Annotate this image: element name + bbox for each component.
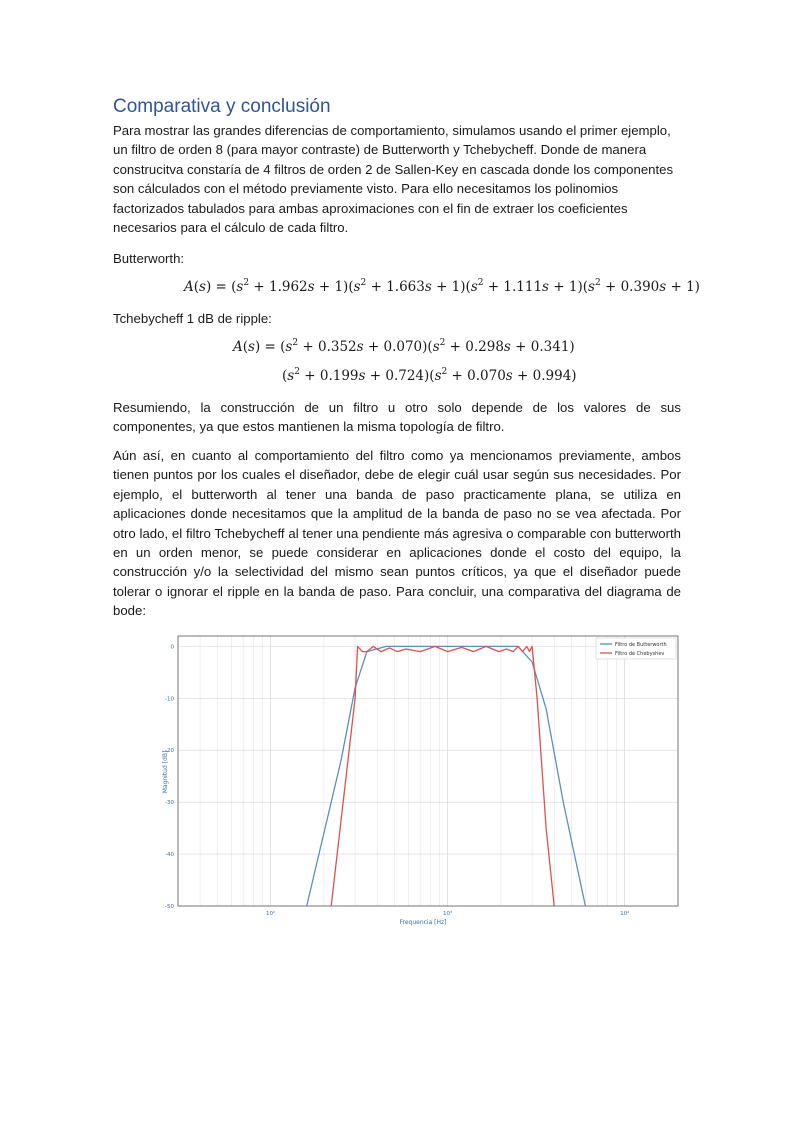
coef: 0.070 <box>467 368 506 384</box>
coef: 0.390 <box>620 279 660 295</box>
y-tick-label: -10 <box>165 696 174 703</box>
discussion-paragraph: Aún así, en cuanto al comportamiento del filtro como ya mencionamos previamente, ambos tienen puntos por los cuales el diseñador, debe de elegir cuál usar según sus necesidades. Por ejemplo, el butterworth al tener una banda de paso practicamente plana, se utiliza en aplicaciones donde necesitamos que la amplitud de la banda de paso no se vea afectada. Por otro lado, el filtro Tchebycheff al tener una pendiente más agresiva o comparable con butterworth en un orden menor, se puede considerar en aplicaciones donde el costo del equipo, la construcción y/o la selectividad del mismo sean puntos críticos, ya que el diseñador puede tolerar o ignorar el ripple en la banda de paso. Para concluir, una comparativa del diagrama de bode: <box>113 448 681 619</box>
axis-ticks <box>165 644 630 917</box>
coef: 1.962 <box>268 279 308 295</box>
chebyshev-equation-line1: $A(s) = (s^2 + 0.352s + 0.070)(s^2 + 0.298s + 0.341)$ <box>233 338 575 355</box>
legend-label-chebyshev: Filtro de Chebyshev <box>615 651 665 657</box>
chebyshev-label: Tchebycheff 1 dB de ripple: <box>113 311 272 326</box>
chebyshev-equation-line2: $(s^2 + 0.199s + 0.724)(s^2 + 0.070s + 0.994)$ <box>282 367 577 384</box>
coef: 1.111 <box>503 279 543 295</box>
section-heading: Comparativa y conclusión <box>113 96 331 117</box>
x-tick-label: 10² <box>265 911 276 917</box>
coef: 0.994 <box>532 368 572 384</box>
coef: 1.663 <box>386 279 425 295</box>
y-axis-label: Magnitud [dB] <box>162 750 169 794</box>
bode-plot <box>158 632 688 932</box>
series-lines <box>307 646 586 906</box>
butterworth-label: Butterworth: <box>113 251 185 266</box>
plot-frame <box>178 636 678 906</box>
coef: 0.070 <box>383 339 423 355</box>
legend <box>596 638 676 659</box>
coef: 0.199 <box>319 368 359 384</box>
series-line-chebyshev <box>331 646 554 906</box>
x-tick-label: 10³ <box>443 911 453 917</box>
y-tick-label: -50 <box>165 904 174 910</box>
series-line-butterworth <box>307 646 586 906</box>
y-tick-label: -30 <box>165 800 174 807</box>
coef: 0.341 <box>530 339 570 355</box>
butterworth-equation: $A(s) = (s^2 + 1.962s + 1)(s^2 + 1.663s + 1)(s^2 + 1.111s + 1)(s^2 + 0.390s + 1)$ <box>184 278 700 295</box>
plot-grid <box>178 636 678 906</box>
y-tick-label: 0 <box>170 644 174 651</box>
coef: 0.298 <box>465 339 504 355</box>
coef: 0.724 <box>385 368 425 384</box>
summary-paragraph: Resumiendo, la construcción de un filtro u otro solo depende de los valores de sus componentes, ya que estos mantienen la misma topología de filtro. <box>113 400 681 435</box>
x-tick-label: 10⁴ <box>620 911 630 917</box>
intro-paragraph: Para mostrar las grandes diferencias de comportamiento, simulamos usando el primer ejemplo, un filtro de orden 8 (para mayor contraste) de Butterworth y Tchebycheff. Donde de manera construcitva constaría de 4 filtros de orden 2 de Sallen-Key en cascada donde los componentes son cálculados con el método previamente visto. Para ello necesitamos los polinomios factorizados tabulados para ambas aproximaciones con el fin de extraer los coeficientes necesarios para el cálculo de cada filtro. <box>113 123 674 236</box>
y-tick-label: -20 <box>165 748 174 755</box>
coef: 0.352 <box>317 339 357 355</box>
legend-label-butterworth: Filtro de Butterworth <box>615 642 667 648</box>
x-axis-label: Frequencia [Hz] <box>399 919 447 926</box>
y-tick-label: -40 <box>165 852 174 859</box>
